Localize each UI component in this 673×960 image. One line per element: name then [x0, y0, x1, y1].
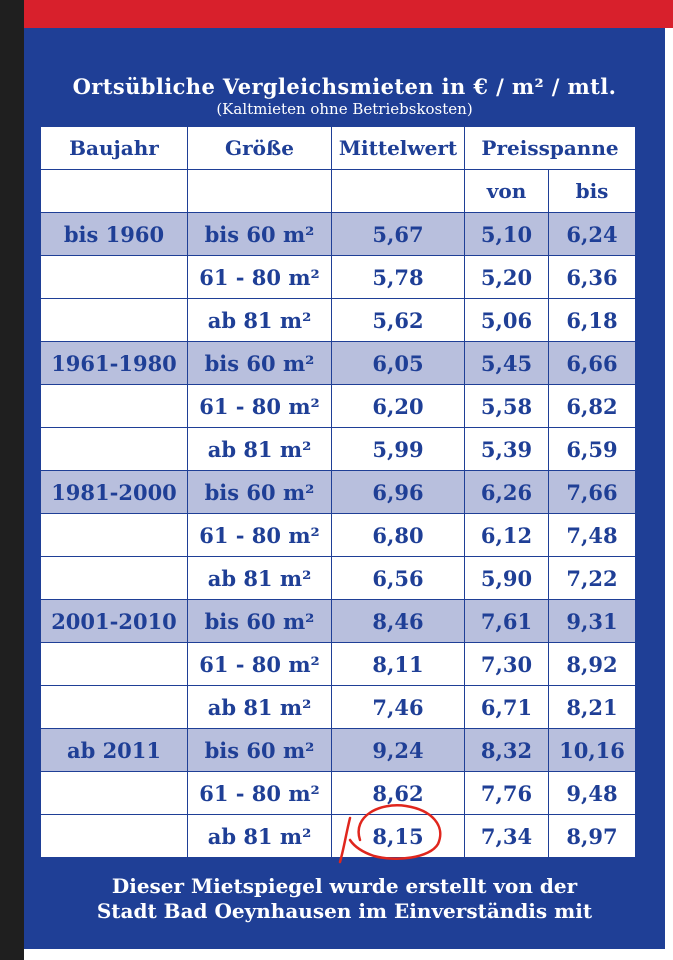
cell-von: 6,71 [465, 686, 549, 729]
cell-baujahr [41, 686, 188, 729]
cell-bis: 6,18 [549, 299, 636, 342]
cell-mittelwert: 8,15 [332, 815, 465, 858]
cell-groesse: bis 60 m² [188, 729, 332, 772]
cell-bis: 8,92 [549, 643, 636, 686]
table-row [41, 256, 636, 299]
table-row [41, 213, 636, 256]
cell-groesse: ab 81 m² [188, 557, 332, 600]
cell-groesse: bis 60 m² [188, 342, 332, 385]
cell-mittelwert: 5,78 [332, 256, 465, 299]
footer-line-2: Stadt Bad Oeynhausen im Einverständis mit [96, 899, 593, 923]
cell-bis: 8,97 [549, 815, 636, 858]
cell-bis: 6,36 [549, 256, 636, 299]
cell-bis: 9,48 [549, 772, 636, 815]
cell-mittelwert: 9,24 [332, 729, 465, 772]
cell-groesse: bis 60 m² [188, 213, 332, 256]
header-von: von [465, 170, 549, 213]
cell-groesse: ab 81 m² [188, 686, 332, 729]
table-row [41, 686, 636, 729]
cell-baujahr [41, 428, 188, 471]
cell-von: 5,06 [465, 299, 549, 342]
cell-baujahr [41, 772, 188, 815]
table-row [41, 557, 636, 600]
cell-baujahr [41, 256, 188, 299]
cell-baujahr: 1981-2000 [41, 471, 188, 514]
table-row [41, 342, 636, 385]
table-row [41, 600, 636, 643]
cell-bis: 7,22 [549, 557, 636, 600]
cell-mittelwert: 5,67 [332, 213, 465, 256]
cell-mittelwert: 5,62 [332, 299, 465, 342]
cell-baujahr [41, 514, 188, 557]
cell-mittelwert: 8,62 [332, 772, 465, 815]
cell-von: 5,58 [465, 385, 549, 428]
cell-bis: 6,24 [549, 213, 636, 256]
header-baujahr: Baujahr [41, 127, 188, 170]
header-mittelwert: Mittelwert [332, 127, 465, 170]
cell-groesse: ab 81 m² [188, 428, 332, 471]
cell-groesse: bis 60 m² [188, 600, 332, 643]
cell-groesse: bis 60 m² [188, 471, 332, 514]
cell-von: 7,61 [465, 600, 549, 643]
cell-von: 7,76 [465, 772, 549, 815]
page-title: Ortsübliche Vergleichsmieten in € / m² / mtl. [72, 74, 617, 99]
cell-von: 5,39 [465, 428, 549, 471]
cell-von: 7,34 [465, 815, 549, 858]
rent-table [40, 126, 636, 858]
cell-von: 5,90 [465, 557, 549, 600]
footer-line-1: Dieser Mietspiegel wurde erstellt von der [111, 874, 578, 898]
subheader-row [41, 170, 636, 213]
subheader-empty [332, 170, 465, 213]
table-row [41, 729, 636, 772]
header-groesse: Größe [188, 127, 332, 170]
cell-baujahr [41, 299, 188, 342]
header-row [41, 127, 636, 170]
cell-baujahr [41, 643, 188, 686]
cell-mittelwert: 8,46 [332, 600, 465, 643]
cell-mittelwert: 6,56 [332, 557, 465, 600]
table-row [41, 299, 636, 342]
cell-baujahr: bis 1960 [41, 213, 188, 256]
page-subtitle: (Kaltmieten ohne Betriebskosten) [216, 100, 473, 118]
cell-bis: 9,31 [549, 600, 636, 643]
cell-groesse: 61 - 80 m² [188, 385, 332, 428]
cell-von: 8,32 [465, 729, 549, 772]
table-row [41, 514, 636, 557]
table-row [41, 428, 636, 471]
cell-mittelwert: 6,20 [332, 385, 465, 428]
cell-bis: 10,16 [549, 729, 636, 772]
cell-bis: 8,21 [549, 686, 636, 729]
cell-bis: 7,48 [549, 514, 636, 557]
cell-von: 5,45 [465, 342, 549, 385]
cell-baujahr [41, 557, 188, 600]
cell-von: 7,30 [465, 643, 549, 686]
footer-text [24, 874, 665, 924]
cell-groesse: 61 - 80 m² [188, 256, 332, 299]
table-row [41, 815, 636, 858]
cell-groesse: ab 81 m² [188, 815, 332, 858]
cell-bis: 6,59 [549, 428, 636, 471]
cell-bis: 6,82 [549, 385, 636, 428]
cell-von: 5,20 [465, 256, 549, 299]
cell-mittelwert: 6,80 [332, 514, 465, 557]
table-row [41, 643, 636, 686]
subheader-empty [188, 170, 332, 213]
cell-baujahr: 2001-2010 [41, 600, 188, 643]
cell-von: 6,12 [465, 514, 549, 557]
rent-table-body [41, 213, 636, 858]
cell-mittelwert: 7,46 [332, 686, 465, 729]
cell-von: 6,26 [465, 471, 549, 514]
table-row [41, 385, 636, 428]
cell-von: 5,10 [465, 213, 549, 256]
cell-groesse: 61 - 80 m² [188, 643, 332, 686]
cell-mittelwert: 6,96 [332, 471, 465, 514]
cell-baujahr: ab 2011 [41, 729, 188, 772]
header-bis: bis [549, 170, 636, 213]
cell-groesse: ab 81 m² [188, 299, 332, 342]
cell-mittelwert: 8,11 [332, 643, 465, 686]
cell-baujahr [41, 385, 188, 428]
cell-baujahr [41, 815, 188, 858]
table-row [41, 772, 636, 815]
cell-bis: 7,66 [549, 471, 636, 514]
cell-groesse: 61 - 80 m² [188, 514, 332, 557]
cell-bis: 6,66 [549, 342, 636, 385]
cell-baujahr: 1961-1980 [41, 342, 188, 385]
top-red-stripe [24, 0, 673, 28]
header-preisspanne: Preisspanne [465, 127, 636, 170]
cell-mittelwert: 5,99 [332, 428, 465, 471]
table-row [41, 471, 636, 514]
cell-mittelwert: 6,05 [332, 342, 465, 385]
left-edge-strip [0, 0, 24, 960]
cell-groesse: 61 - 80 m² [188, 772, 332, 815]
subheader-empty [41, 170, 188, 213]
